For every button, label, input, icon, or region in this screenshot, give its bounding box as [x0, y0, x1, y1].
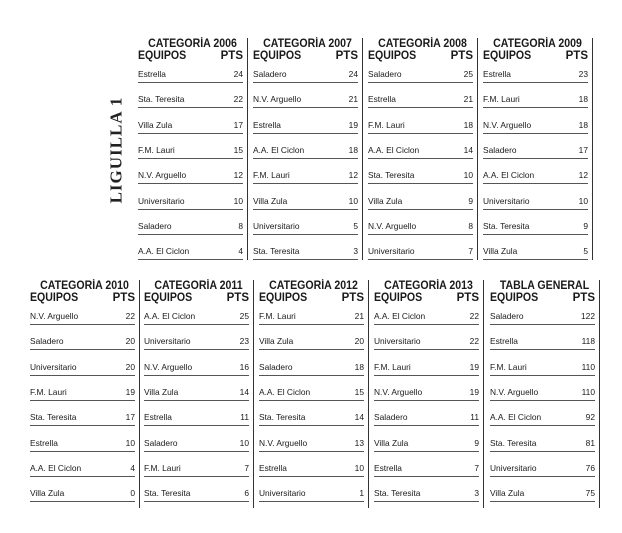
team-points: 23 — [239, 336, 249, 347]
standings-table — [368, 38, 478, 260]
table-row — [30, 334, 135, 350]
team-name: Saladero — [138, 220, 172, 231]
team-points: 19 — [469, 361, 479, 372]
table-row — [483, 118, 588, 134]
team-points: 12 — [233, 170, 243, 181]
table-row — [259, 385, 364, 401]
team-name: Villa Zula — [253, 195, 288, 206]
team-name: Sta. Teresita — [253, 246, 300, 257]
team-points: 20 — [354, 336, 364, 347]
team-points: 16 — [239, 361, 249, 372]
points-column-header: PTS — [112, 292, 135, 304]
table-row — [259, 410, 364, 426]
team-points: 18 — [348, 144, 358, 155]
table-row — [253, 92, 358, 108]
column-header — [253, 50, 362, 62]
table-row — [259, 334, 364, 350]
team-points: 6 — [244, 488, 249, 499]
team-points: 10 — [239, 437, 249, 448]
table-row — [144, 461, 249, 477]
table-row — [253, 194, 358, 210]
team-name: Universitario — [138, 195, 185, 206]
team-points: 18 — [578, 94, 588, 105]
team-points: 18 — [354, 361, 364, 372]
team-name: Estrella — [144, 412, 172, 423]
table-row — [374, 486, 479, 502]
team-points: 24 — [233, 69, 243, 79]
table-row — [30, 486, 135, 502]
column-header — [144, 292, 253, 304]
table-row — [374, 334, 479, 350]
team-name: N.V. Arguello — [259, 437, 308, 448]
team-points: 81 — [585, 437, 595, 448]
team-name: A.A. El Ciclon — [259, 386, 311, 397]
table-row — [483, 168, 588, 184]
team-name: N.V. Arguello — [483, 119, 532, 130]
team-points: 110 — [581, 386, 595, 397]
team-points: 21 — [463, 94, 473, 105]
table-row — [368, 67, 473, 83]
column-header — [483, 50, 592, 62]
team-name: Sta. Teresita — [483, 220, 530, 231]
team-points: 17 — [578, 144, 588, 155]
team-name: Estrella — [253, 119, 281, 130]
team-name: F.M. Lauri — [490, 361, 527, 372]
team-name: Universitario — [30, 361, 77, 372]
standings-table — [253, 38, 363, 260]
table-row — [490, 410, 595, 426]
team-name: F.M. Lauri — [374, 361, 411, 372]
table-row — [374, 436, 479, 452]
team-points: 15 — [354, 386, 364, 397]
team-points: 10 — [354, 462, 364, 473]
table-title: CATEGORÍA 2006 — [148, 38, 237, 50]
team-column-header: EQUIPOS — [253, 50, 302, 62]
team-name: N.V. Arguello — [30, 311, 79, 321]
team-points: 118 — [581, 336, 595, 347]
table-row — [30, 360, 135, 376]
team-name: Villa Zula — [490, 488, 525, 499]
table-row — [374, 461, 479, 477]
team-name: Universitario — [253, 220, 300, 231]
team-points: 9 — [468, 195, 473, 206]
team-name: Sta. Teresita — [368, 170, 415, 181]
team-points: 22 — [233, 94, 243, 105]
team-points: 17 — [233, 119, 243, 130]
table-row — [138, 67, 243, 83]
team-column-header: EQUIPOS — [483, 50, 532, 62]
table-row — [138, 168, 243, 184]
team-name: Universitario — [490, 462, 537, 473]
team-points: 20 — [125, 361, 135, 372]
table-title: CATEGORÍA 2013 — [384, 280, 473, 292]
team-name: F.M. Lauri — [368, 119, 405, 130]
team-points: 11 — [470, 412, 479, 423]
table-row — [138, 143, 243, 159]
team-column-header: EQUIPOS — [138, 50, 187, 62]
team-name: A.A. El Ciclon — [138, 246, 190, 257]
table-row — [259, 486, 364, 502]
table-row — [144, 486, 249, 502]
table-row — [144, 309, 249, 325]
table-row — [490, 385, 595, 401]
table-row — [483, 143, 588, 159]
table-row — [368, 92, 473, 108]
team-name: A.A. El Ciclon — [490, 412, 542, 423]
team-name: N.V. Arguello — [374, 386, 423, 397]
team-name: N.V. Arguello — [490, 386, 539, 397]
table-title: CATEGORÍA 2009 — [493, 38, 582, 50]
team-points: 9 — [583, 220, 588, 231]
table-row — [490, 360, 595, 376]
team-points: 76 — [585, 462, 595, 473]
table-row — [368, 194, 473, 210]
team-name: Estrella — [368, 94, 396, 105]
table-row — [138, 118, 243, 134]
team-points: 92 — [585, 412, 595, 423]
team-points: 21 — [354, 311, 364, 321]
table-row — [30, 309, 135, 325]
team-points: 15 — [233, 144, 243, 155]
team-points: 7 — [474, 462, 479, 473]
table-row — [490, 461, 595, 477]
standings-table — [144, 280, 254, 508]
table-row — [253, 244, 358, 260]
team-points: 13 — [354, 437, 364, 448]
table-row — [374, 309, 479, 325]
team-name: Estrella — [374, 462, 402, 473]
team-column-header: EQUIPOS — [368, 50, 417, 62]
team-points: 22 — [469, 311, 479, 321]
team-points: 10 — [125, 437, 135, 448]
team-name: A.A. El Ciclon — [374, 311, 426, 321]
table-row — [483, 219, 588, 235]
team-name: A.A. El Ciclon — [483, 170, 535, 181]
team-name: A.A. El Ciclon — [144, 311, 196, 321]
table-row — [253, 219, 358, 235]
team-column-header: EQUIPOS — [259, 292, 308, 304]
table-row — [30, 461, 135, 477]
points-column-header: PTS — [450, 50, 473, 62]
team-name: Sta. Teresita — [374, 488, 421, 499]
team-points: 14 — [239, 386, 249, 397]
table-row — [144, 334, 249, 350]
team-points: 10 — [463, 170, 473, 181]
points-column-header: PTS — [226, 292, 249, 304]
team-points: 4 — [130, 462, 135, 473]
team-name: F.M. Lauri — [138, 144, 175, 155]
team-name: Universitario — [368, 246, 415, 257]
standings-table — [30, 280, 140, 508]
table-title: CATEGORÍA 2007 — [263, 38, 352, 50]
team-name: Estrella — [259, 462, 287, 473]
team-points: 4 — [238, 246, 243, 257]
table-row — [259, 461, 364, 477]
team-points: 0 — [130, 488, 135, 499]
table-title: CATEGORÍA 2010 — [40, 280, 129, 292]
table-row — [374, 360, 479, 376]
standings-table — [483, 38, 593, 260]
standings-table — [259, 280, 369, 508]
column-header — [259, 292, 368, 304]
team-name: Estrella — [30, 437, 58, 448]
table-title: CATEGORÍA 2012 — [269, 280, 358, 292]
table-row — [483, 92, 588, 108]
table-row — [144, 360, 249, 376]
table-row — [483, 244, 588, 260]
team-points: 7 — [244, 462, 249, 473]
team-points: 18 — [578, 119, 588, 130]
team-name: Estrella — [483, 69, 511, 79]
table-row — [490, 436, 595, 452]
table-row — [253, 168, 358, 184]
table-row — [253, 118, 358, 134]
points-column-header: PTS — [456, 292, 479, 304]
team-points: 10 — [578, 195, 588, 206]
table-row — [144, 410, 249, 426]
team-points: 8 — [238, 220, 243, 231]
table-row — [138, 244, 243, 260]
team-name: Sta. Teresita — [259, 412, 306, 423]
team-points: 5 — [583, 246, 588, 257]
points-column-header: PTS — [565, 50, 588, 62]
team-points: 122 — [581, 311, 595, 321]
team-name: N.V. Arguello — [144, 361, 193, 372]
column-header — [490, 292, 599, 304]
group-title — [103, 96, 129, 204]
table-row — [490, 486, 595, 502]
team-name: Saladero — [490, 311, 524, 321]
team-name: Villa Zula — [374, 437, 409, 448]
table-row — [368, 219, 473, 235]
team-points: 12 — [578, 170, 588, 181]
team-points: 19 — [125, 386, 135, 397]
team-name: F.M. Lauri — [483, 94, 520, 105]
team-name: Sta. Teresita — [144, 488, 191, 499]
team-points: 22 — [469, 336, 479, 347]
team-points: 75 — [585, 488, 595, 499]
table-row — [490, 309, 595, 325]
team-name: A.A. El Ciclon — [253, 144, 305, 155]
team-points: 24 — [348, 69, 358, 79]
group-title-text: LIGUILLA 1 — [106, 96, 125, 204]
table-row — [138, 219, 243, 235]
team-points: 110 — [581, 361, 595, 372]
table-title: CATEGORÍA 2008 — [378, 38, 467, 50]
table-row — [138, 194, 243, 210]
table-row — [368, 143, 473, 159]
team-name: F.M. Lauri — [30, 386, 67, 397]
team-name: Universitario — [483, 195, 530, 206]
team-points: 17 — [125, 412, 135, 423]
team-name: Villa Zula — [368, 195, 403, 206]
table-title: CATEGORÍA 2011 — [154, 280, 243, 292]
table-row — [253, 143, 358, 159]
team-points: 10 — [348, 195, 358, 206]
team-name: Sta. Teresita — [138, 94, 185, 105]
standings-table — [490, 280, 600, 508]
column-header — [30, 292, 139, 304]
team-points: 23 — [578, 69, 588, 79]
team-name: A.A. El Ciclon — [368, 144, 420, 155]
table-row — [368, 118, 473, 134]
team-points: 25 — [239, 311, 249, 321]
team-name: Universitario — [259, 488, 306, 499]
team-name: Villa Zula — [259, 336, 294, 347]
table-row — [483, 67, 588, 83]
table-row — [144, 385, 249, 401]
standings-table — [138, 38, 248, 260]
table-row — [374, 385, 479, 401]
team-points: 10 — [233, 195, 243, 206]
team-name: Universitario — [144, 336, 191, 347]
team-name: Villa Zula — [138, 119, 173, 130]
team-points: 12 — [348, 170, 358, 181]
team-points: 8 — [468, 220, 473, 231]
table-row — [30, 410, 135, 426]
team-points: 19 — [348, 119, 358, 130]
team-name: F.M. Lauri — [253, 170, 290, 181]
team-column-header: EQUIPOS — [144, 292, 193, 304]
table-title: TABLA GENERAL — [499, 280, 590, 292]
table-row — [368, 244, 473, 260]
team-name: Saladero — [30, 336, 64, 347]
standings-table — [374, 280, 484, 508]
table-row — [259, 309, 364, 325]
team-column-header: EQUIPOS — [30, 292, 79, 304]
team-points: 14 — [354, 412, 364, 423]
table-row — [490, 334, 595, 350]
team-name: Saladero — [253, 69, 287, 79]
table-row — [253, 67, 358, 83]
points-column-header: PTS — [341, 292, 364, 304]
table-row — [483, 194, 588, 210]
team-name: N.V. Arguello — [368, 220, 417, 231]
team-points: 5 — [353, 220, 358, 231]
table-row — [138, 92, 243, 108]
column-header — [138, 50, 247, 62]
table-row — [259, 436, 364, 452]
table-row — [144, 436, 249, 452]
team-name: Universitario — [374, 336, 421, 347]
table-row — [30, 436, 135, 452]
table-row — [259, 360, 364, 376]
team-name: Sta. Teresita — [490, 437, 537, 448]
team-name: Estrella — [138, 69, 166, 79]
team-name: Villa Zula — [144, 386, 179, 397]
team-name: Villa Zula — [30, 488, 65, 499]
team-points: 20 — [125, 336, 135, 347]
table-row — [30, 385, 135, 401]
team-name: N.V. Arguello — [253, 94, 302, 105]
table-row — [374, 410, 479, 426]
points-column-header: PTS — [335, 50, 358, 62]
points-column-header: PTS — [572, 292, 595, 304]
table-row — [368, 168, 473, 184]
team-points: 25 — [463, 69, 473, 79]
team-name: Villa Zula — [483, 246, 518, 257]
team-name: Sta. Teresita — [30, 412, 77, 423]
team-column-header: EQUIPOS — [374, 292, 423, 304]
team-name: Saladero — [144, 437, 178, 448]
team-name: Saladero — [368, 69, 402, 79]
team-column-header: EQUIPOS — [490, 292, 539, 304]
team-name: N.V. Arguello — [138, 170, 187, 181]
points-column-header: PTS — [220, 50, 243, 62]
team-name: Estrella — [490, 336, 518, 347]
column-header — [374, 292, 483, 304]
team-points: 1 — [359, 488, 364, 499]
team-points: 7 — [468, 246, 473, 257]
team-name: F.M. Lauri — [259, 311, 296, 321]
team-points: 19 — [469, 386, 479, 397]
team-points: 9 — [474, 437, 479, 448]
team-points: 3 — [353, 246, 358, 257]
team-points: 22 — [125, 311, 135, 321]
team-points: 18 — [463, 119, 473, 130]
column-header — [368, 50, 477, 62]
team-name: Saladero — [259, 361, 293, 372]
team-name: F.M. Lauri — [144, 462, 181, 473]
team-name: Saladero — [483, 144, 517, 155]
team-points: 11 — [240, 412, 249, 423]
team-name: Saladero — [374, 412, 408, 423]
team-points: 3 — [474, 488, 479, 499]
team-points: 21 — [348, 94, 358, 105]
team-points: 14 — [463, 144, 473, 155]
team-name: A.A. El Ciclon — [30, 462, 82, 473]
